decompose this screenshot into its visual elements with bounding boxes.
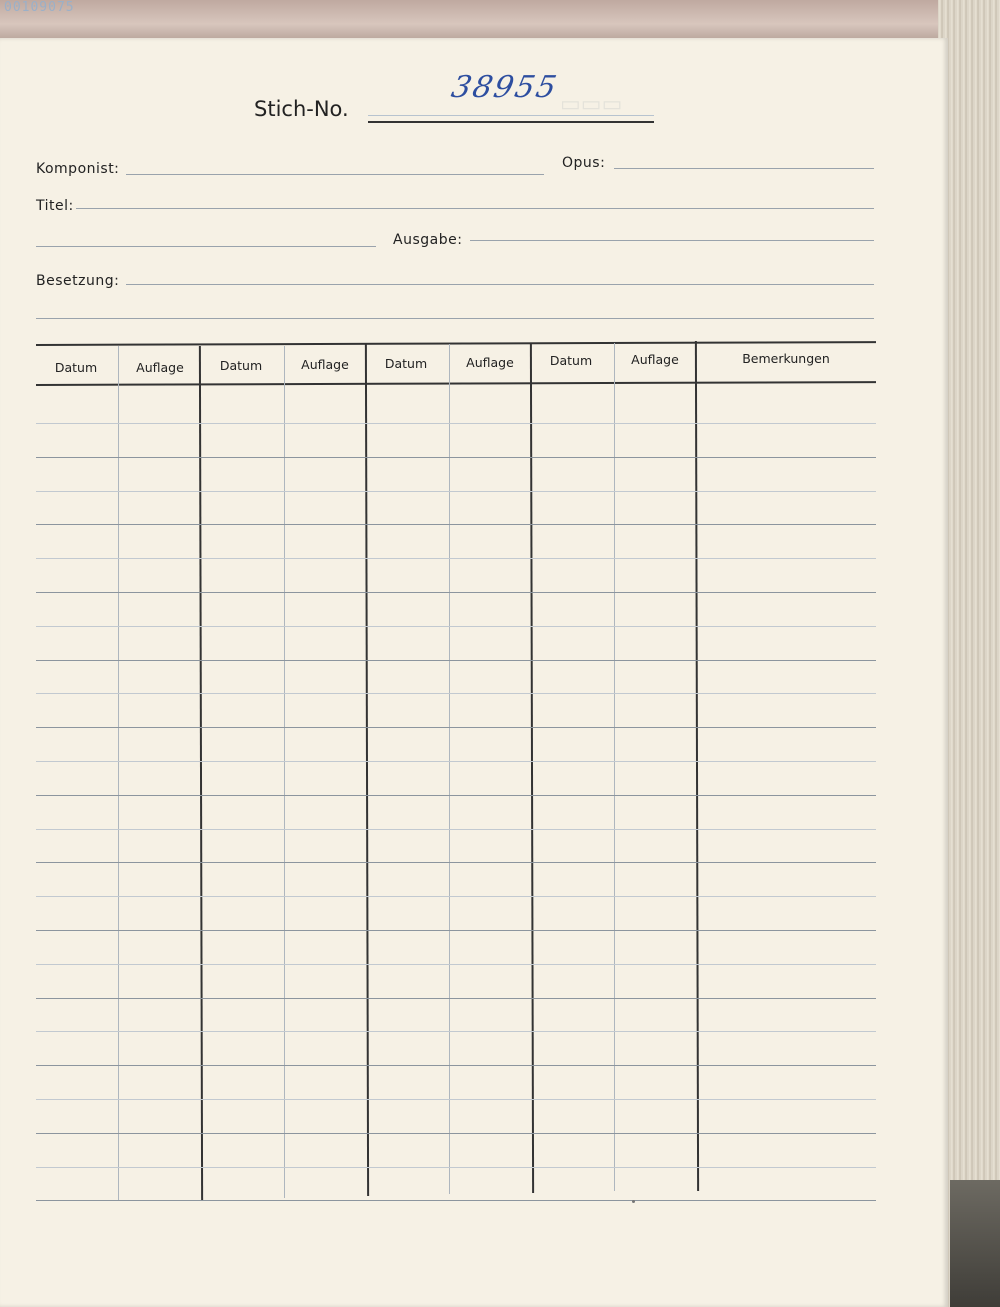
table-row-line [36, 761, 876, 762]
titel-line[interactable] [76, 208, 874, 209]
table-row-line [36, 1133, 876, 1134]
stich-no-label: Stich-No. [254, 97, 349, 121]
col-divider [614, 343, 615, 1191]
col-header-datum-2: Datum [219, 358, 263, 373]
opus-line[interactable] [614, 168, 874, 169]
besetzung-label: Besetzung: [36, 273, 120, 289]
table-row-line [36, 491, 876, 492]
table-row-line [36, 896, 876, 897]
stich-no-handwritten-value: 38955 [448, 70, 562, 105]
book-top-edge [0, 0, 1000, 40]
table-row-line [36, 829, 876, 830]
table-row-line [36, 1065, 876, 1066]
col-header-datum-1: Datum [54, 360, 98, 375]
col-divider [449, 344, 450, 1194]
col-header-bemerkungen: Bemerkungen [742, 351, 830, 366]
col-divider [118, 346, 119, 1200]
table-row-line [36, 592, 876, 593]
ausgabe-line[interactable] [470, 240, 874, 241]
col-header-auflage-1: Auflage [136, 360, 184, 375]
ausgabe-label: Ausgabe: [393, 232, 463, 248]
table-row-line [36, 930, 876, 931]
table-row-line [36, 1167, 876, 1168]
col-header-datum-4: Datum [549, 353, 593, 368]
col-header-auflage-4: Auflage [631, 352, 679, 367]
table-row-line [36, 862, 876, 863]
komponist-label: Komponist: [36, 161, 120, 177]
komponist-line[interactable] [126, 174, 544, 175]
table-row-line [36, 693, 876, 694]
table-row-line [36, 660, 876, 661]
opus-label: Opus: [562, 155, 606, 171]
table-row-line [36, 423, 876, 424]
table-row-line [36, 558, 876, 559]
ink-dot [632, 1200, 635, 1203]
besetzung-line[interactable] [126, 284, 874, 285]
book-cover-edge [950, 1180, 1000, 1307]
col-divider [284, 346, 285, 1198]
scan-number: 00109075 [4, 0, 75, 15]
table-row-line [36, 524, 876, 525]
table-row-line [36, 626, 876, 627]
col-header-auflage-2: Auflage [301, 357, 349, 372]
table-row-line [36, 998, 876, 999]
bleed-through: ▭▭▭ [560, 92, 623, 117]
table-row-line [36, 1200, 876, 1201]
table-row-line [36, 964, 876, 965]
col-header-auflage-3: Auflage [466, 355, 514, 370]
table-row-line [36, 457, 876, 458]
besetzung-line-2[interactable] [36, 318, 874, 319]
stich-no-underline [368, 121, 654, 123]
table-row-line [36, 795, 876, 796]
titel-line-2[interactable] [36, 246, 376, 247]
table-row-line [36, 1099, 876, 1100]
table-row-line [36, 1031, 876, 1032]
stich-no-guide [368, 115, 654, 116]
table-row-line [36, 727, 876, 728]
titel-label: Titel: [36, 198, 74, 214]
col-header-datum-3: Datum [384, 356, 428, 371]
ledger-page [0, 38, 948, 1307]
